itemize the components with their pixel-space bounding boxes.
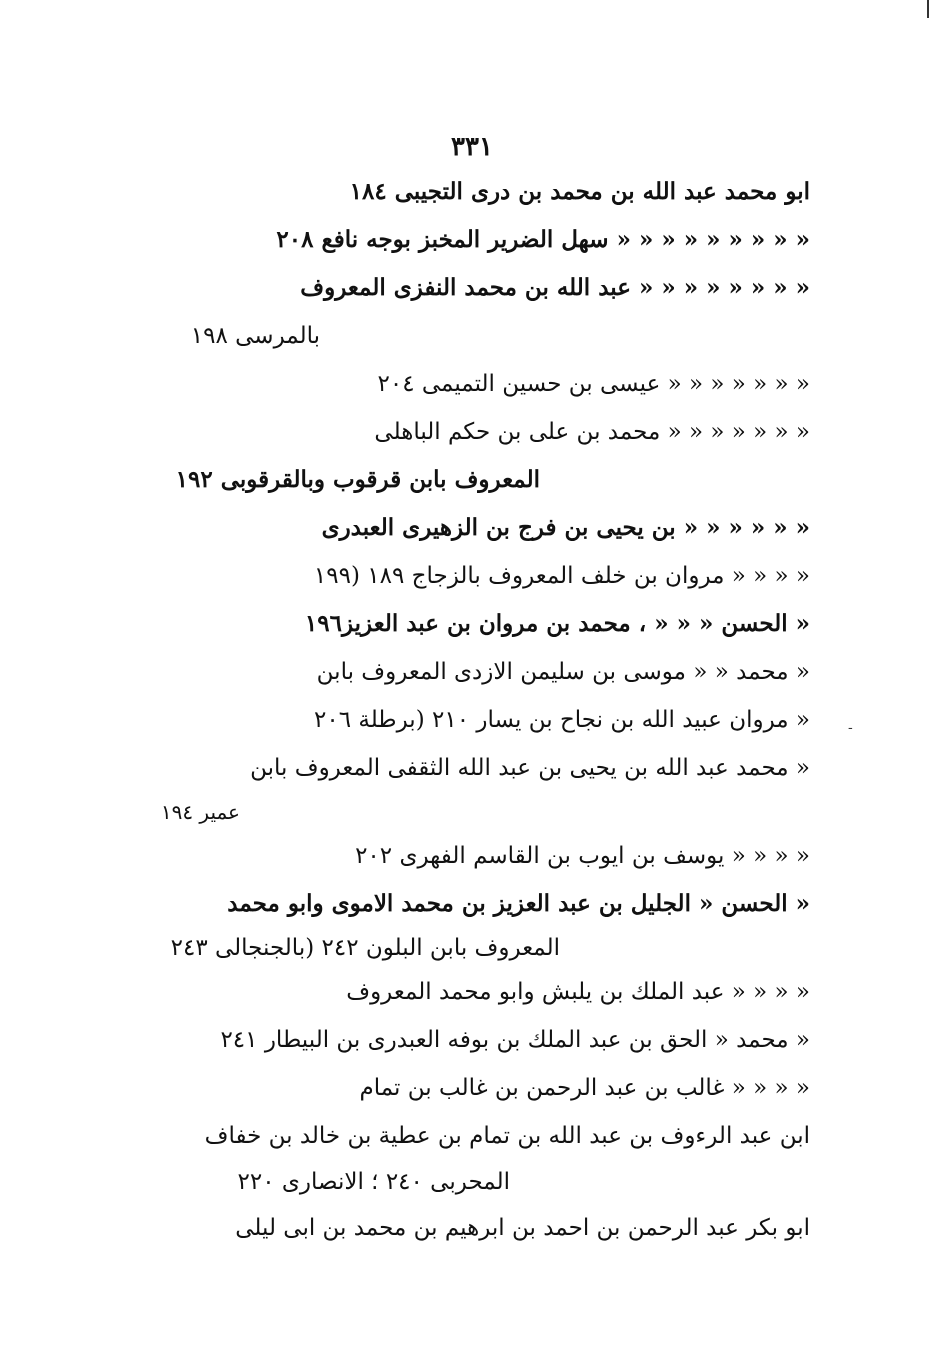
text-line: المحربى ٢٤٠ ؛ الانصارى ٢٢٠ <box>237 1169 510 1195</box>
text-line: المعروف بابن البلون ٢٤٢ (بالجنجالى ٢٤٣ <box>170 935 560 961</box>
text-line: « محمد عبد الله بن يحيى بن عبد الله الثقفى المعروف بابن <box>250 755 810 781</box>
text-line: « « « « « « « « عبد الله بن محمد النفزى المعروف <box>300 274 810 301</box>
text-line: المعروف بابن قرقوب وبالقرقوبى ١٩٢ <box>175 466 540 493</box>
text-line: « « « « مروان بن خلف المعروف بالزجاج ١٨٩ (١٩٩ <box>313 563 810 589</box>
text-line: « « « « يوسف بن ايوب بن القاسم الفهرى ٢٠٢ <box>355 843 810 869</box>
text-line: « « « « « « « « « سهل الضرير المخبز بوجه نافع ٢٠٨ <box>276 226 810 253</box>
stray-mark: - <box>848 720 853 736</box>
text-line: « « « « « « بن يحيى بن فرج بن الزهيرى العبدرى <box>321 514 810 541</box>
text-line: « مروان عبيد الله بن نجاح بن يسار ٢١٠ (برطلة ٢٠٦ <box>313 707 810 733</box>
text-line: « « « « عبد الملك بن يلبش وابو محمد المعروف <box>346 979 810 1005</box>
text-line: « « « « « « « محمد بن على بن حكم الباهلى <box>374 419 810 445</box>
text-line: « الحسن « « « ، محمد بن مروان بن عبد العزيز١٩٦ <box>304 610 810 637</box>
text-line: « محمد « « موسى بن سليمن الازدى المعروف بابن <box>316 659 810 685</box>
text-line: بالمرسى ١٩٨ <box>190 323 320 349</box>
text-line: « « « « غالب بن عبد الرحمن بن غالب بن تمام <box>359 1075 810 1101</box>
text-line: عمير ١٩٤ <box>160 800 240 824</box>
text-line: ابو بكر عبد الرحمن بن احمد بن ابرهيم بن محمد بن ابى ليلى <box>235 1215 810 1241</box>
text-line: « « « « « « « عيسى بن حسين التميمى ٢٠٤ <box>377 371 810 397</box>
text-line: ابو محمد عبد الله بن محمد بن درى التجيبى ١٨٤ <box>349 178 810 205</box>
text-line: « الحسن « الجليل بن عبد العزيز بن محمد الاموى وابو محمد <box>227 890 810 917</box>
text-line: ابن عبد الرءوف بن عبد الله بن تمام بن عطية بن خالد بن خفاف <box>204 1123 810 1149</box>
edge-mark <box>927 0 929 18</box>
page-number: ٣٣١ <box>451 132 493 162</box>
text-line: « محمد « الحق بن عبد الملك بن بوفه العبدرى بن البيطار ٢٤١ <box>220 1027 810 1053</box>
index-text-block <box>150 168 810 1252</box>
